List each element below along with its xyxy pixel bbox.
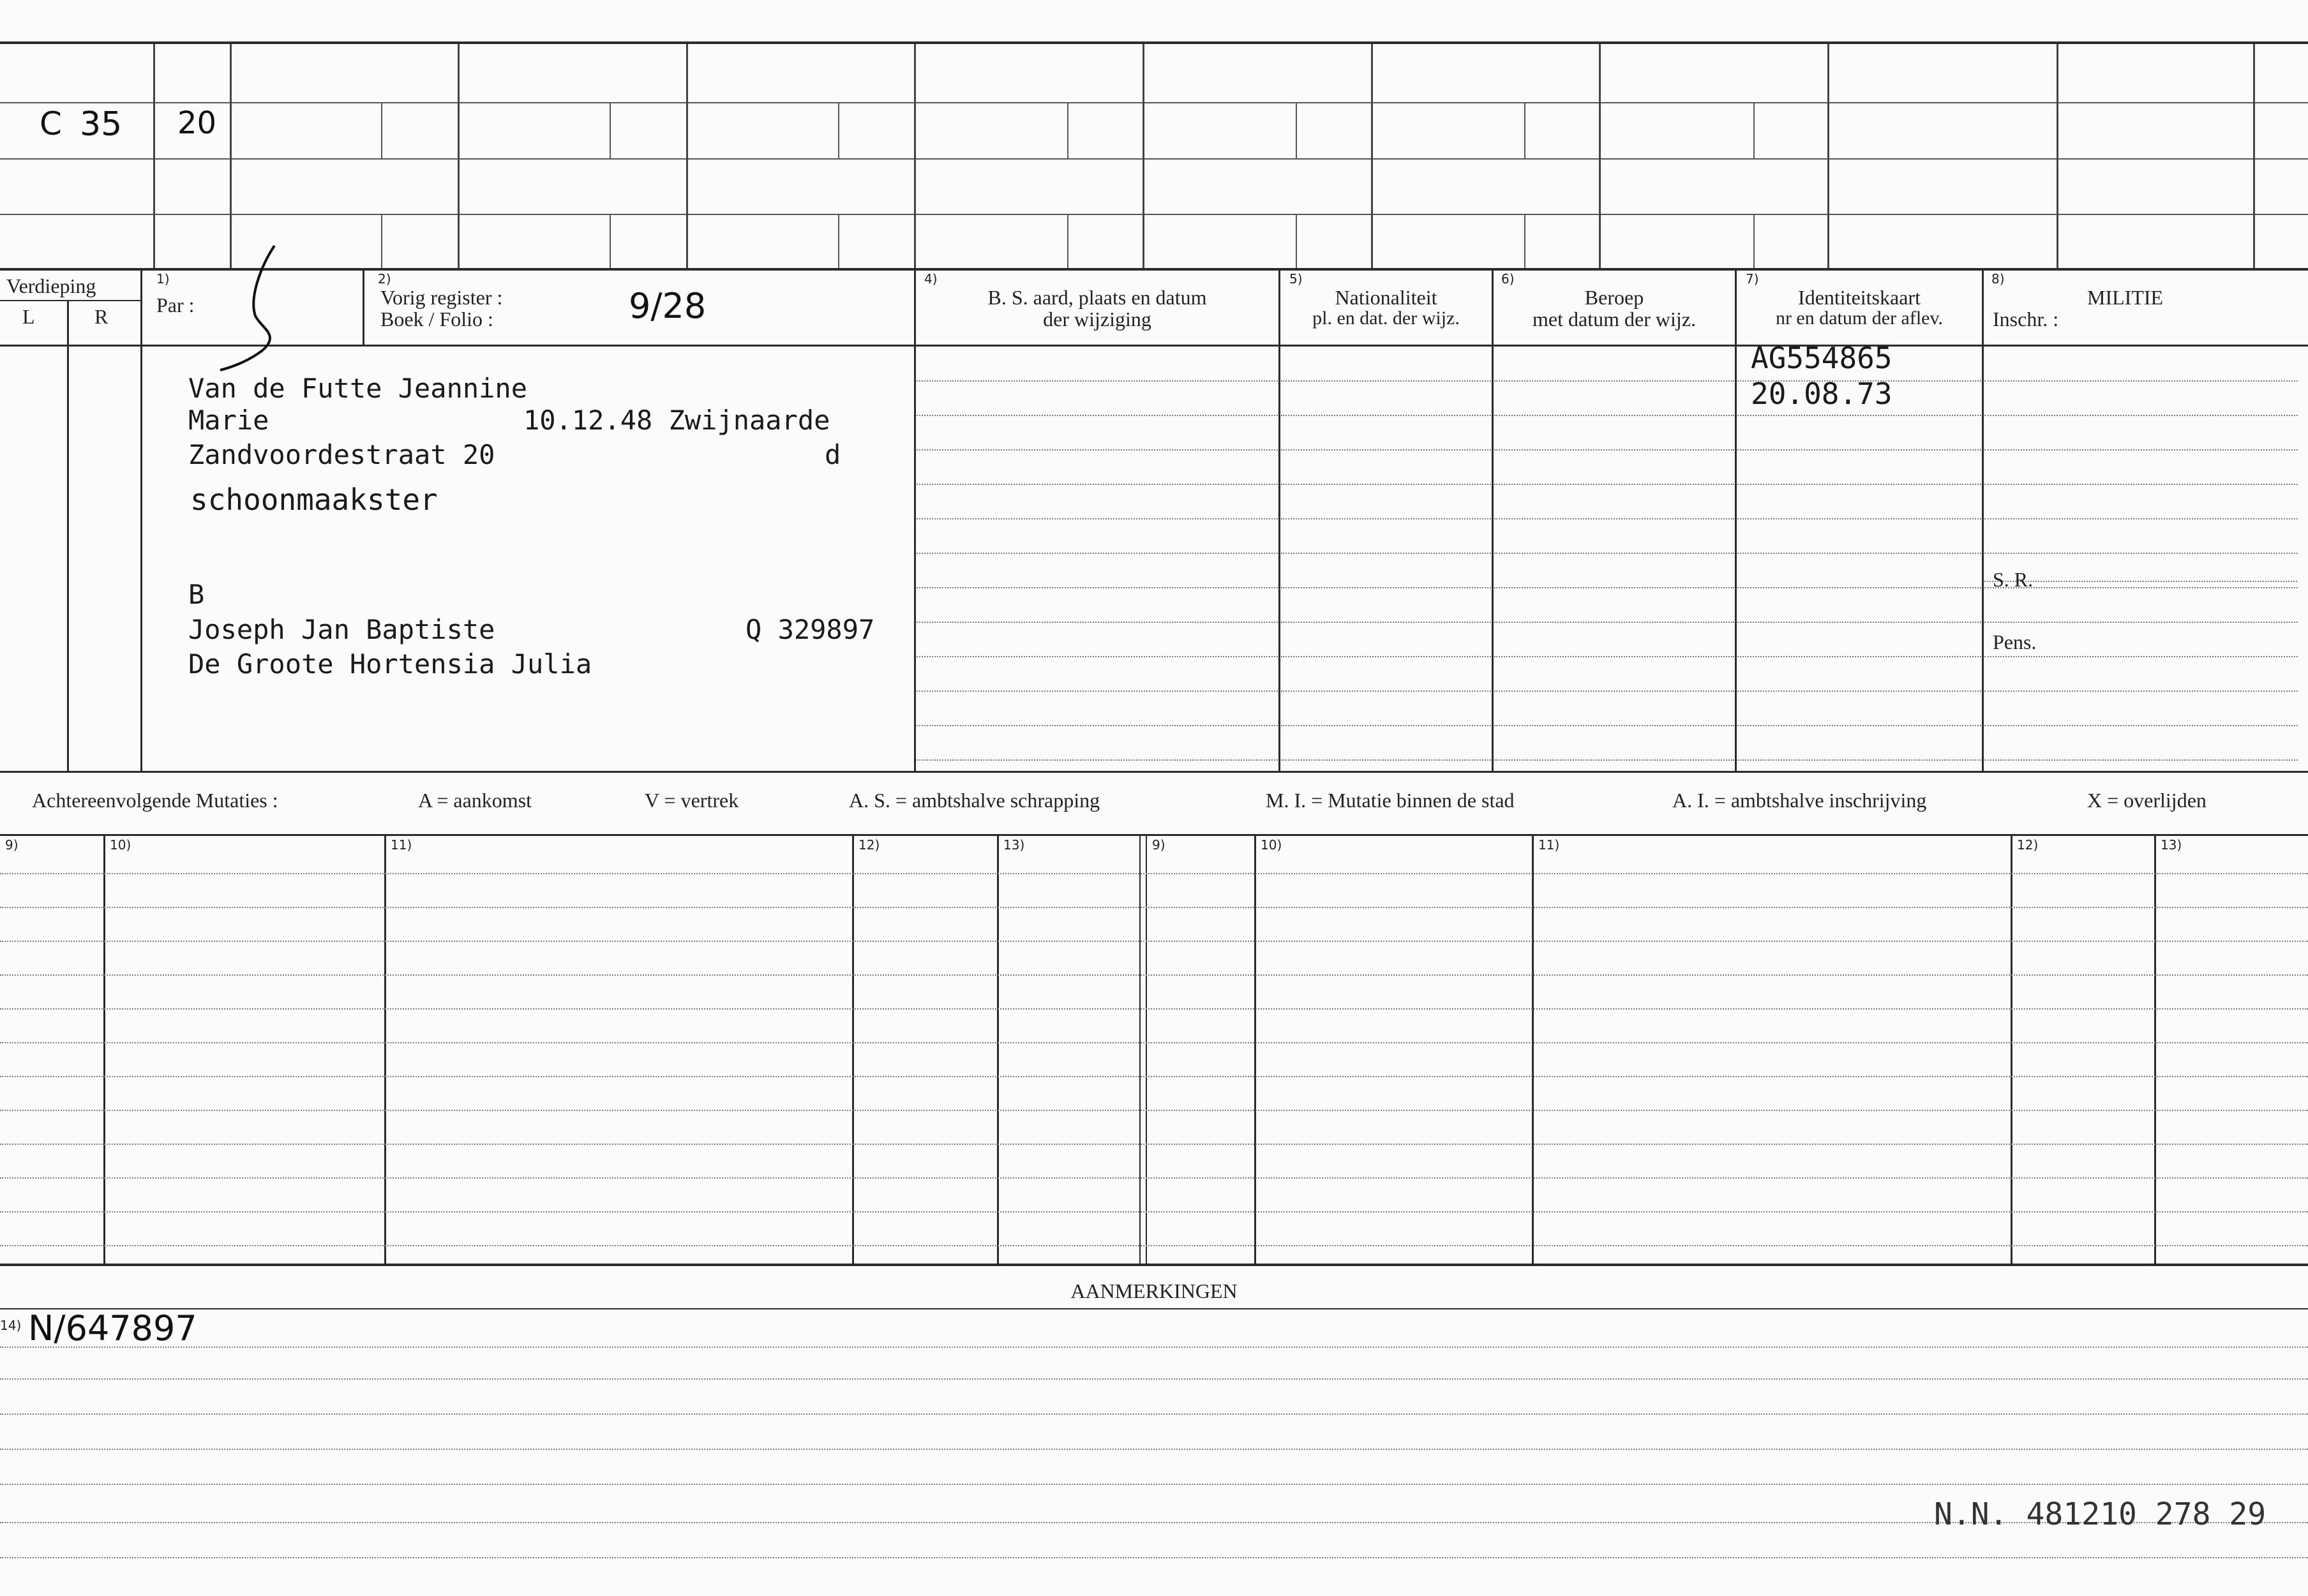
mutaties-column-rule xyxy=(1532,836,1534,1264)
dotted-rule xyxy=(1281,449,1491,451)
mutaties-column-number: 11) xyxy=(1538,837,1560,853)
dotted-rule xyxy=(1737,484,1981,485)
mutaties-column-number: 10) xyxy=(1261,837,1282,853)
mutaties-column-rule xyxy=(2154,836,2156,1264)
legend-overlijden: X = overlijden xyxy=(2087,789,2207,812)
dotted-rule xyxy=(1281,622,1491,623)
remark-value: N/647897 xyxy=(28,1308,197,1348)
top-grid-rule xyxy=(2253,44,2255,268)
dotted-rule xyxy=(1281,484,1491,485)
remark-line xyxy=(0,1484,2308,1485)
top-grid-subrule xyxy=(1067,214,1068,268)
legend-inschrijving: A. I. = ambtshalve inschrijving xyxy=(1672,789,1927,812)
top-grid-subrule xyxy=(610,102,611,158)
dotted-rule xyxy=(1737,759,1981,761)
legend-mutatie: M. I. = Mutatie binnen de stad xyxy=(1266,789,1515,812)
top-grid-subrule xyxy=(1753,214,1755,268)
person-firstname: Marie xyxy=(188,405,269,436)
mutaties-column-rule xyxy=(384,836,386,1264)
top-grid-line xyxy=(0,158,2308,160)
dotted-rule xyxy=(1494,518,1734,519)
verdieping-underline xyxy=(0,300,140,301)
person-b-marker: B xyxy=(188,579,205,610)
sr-label: S. R. xyxy=(1993,568,2034,591)
dotted-rule xyxy=(1737,415,1981,416)
legend-aankomst: A = aankomst xyxy=(418,789,532,812)
bs-label: B. S. aard, plaats en datum xyxy=(987,286,1207,309)
top-grid-rule xyxy=(153,44,155,268)
dotted-rule xyxy=(1984,518,2298,519)
dotted-rule xyxy=(1494,759,1734,761)
dotted-rule xyxy=(1737,656,1981,657)
dotted-rule xyxy=(1984,553,2298,554)
aanmerkingen-rule xyxy=(0,1308,2308,1309)
dotted-rule xyxy=(1494,484,1734,485)
level-r-label: R xyxy=(94,305,109,328)
dotted-rule xyxy=(917,518,1278,519)
dotted-rule xyxy=(917,656,1278,657)
mutaties-row-rule xyxy=(0,1177,2308,1179)
top-grid-subrule xyxy=(838,102,839,158)
mutaties-grid-top xyxy=(0,834,2308,836)
dotted-rule xyxy=(917,484,1278,485)
remark-line xyxy=(0,1449,2308,1450)
dotted-rule xyxy=(1984,759,2298,761)
col1-number: 1) xyxy=(156,271,170,287)
identiteitskaart-label: Identiteitskaart xyxy=(1798,286,1921,309)
person-status: d xyxy=(825,439,841,470)
top-grid-subrule xyxy=(610,214,611,268)
dotted-rule xyxy=(1494,622,1734,623)
dotted-rule xyxy=(1984,484,2298,485)
legend-vertrek: V = vertrek xyxy=(645,789,739,812)
dotted-rule xyxy=(1281,587,1491,588)
top-grid-subrule xyxy=(1067,102,1068,158)
mutaties-column-rule xyxy=(1254,836,1256,1264)
dotted-rule xyxy=(1281,415,1491,416)
dotted-rule xyxy=(1984,690,2298,692)
mutaties-grid-bottom xyxy=(0,1264,2308,1266)
mutaties-row-rule xyxy=(0,1110,2308,1111)
mutaties-column-rule xyxy=(103,836,105,1264)
dotted-rule xyxy=(917,725,1278,726)
identiteitskaart-sublabel: nr en datum der aflev. xyxy=(1775,308,1944,329)
header-top-border xyxy=(0,268,2308,271)
rule-col2 xyxy=(363,271,364,346)
mutaties-column-number: 10) xyxy=(110,837,131,853)
dotted-rule xyxy=(917,449,1278,451)
rule-lr xyxy=(67,300,69,771)
dotted-rule xyxy=(1984,415,2298,416)
dotted-rule xyxy=(1281,725,1491,726)
top-grid-subrule xyxy=(1296,214,1297,268)
top-grid-line xyxy=(0,214,2308,215)
mutaties-column-rule xyxy=(997,836,999,1264)
dotted-rule xyxy=(1737,622,1981,623)
mutaties-column-number: 12) xyxy=(858,837,880,853)
mutaties-column-rule xyxy=(2011,836,2012,1264)
nationaliteit-sublabel: pl. en dat. der wijz. xyxy=(1312,308,1460,329)
col4-number: 4) xyxy=(924,271,938,287)
mutaties-row-rule xyxy=(0,1144,2308,1145)
top-grid-subrule xyxy=(1524,102,1525,158)
register-number: 35 xyxy=(80,105,123,144)
col6-number: 6) xyxy=(1501,271,1515,287)
dotted-rule xyxy=(1494,690,1734,692)
dotted-rule xyxy=(917,690,1278,692)
mutaties-column-number: 11) xyxy=(391,837,412,853)
pens-label: Pens. xyxy=(1993,630,2037,653)
mother-name: De Groote Hortensia Julia xyxy=(188,648,592,680)
mutaties-column-rule xyxy=(852,836,854,1264)
person-occupation: schoonmaakster xyxy=(190,482,438,517)
boek-folio-value: 9/28 xyxy=(629,286,707,326)
mutaties-column-number: 13) xyxy=(1003,837,1025,853)
dotted-rule xyxy=(1494,656,1734,657)
beroep-sublabel: met datum der wijz. xyxy=(1532,308,1696,331)
dotted-rule xyxy=(917,622,1278,623)
dotted-rule xyxy=(917,759,1278,761)
mutaties-row-rule xyxy=(0,1008,2308,1010)
mutaties-title: Achtereenvolgende Mutaties : xyxy=(32,789,278,812)
top-grid-rule xyxy=(1371,44,1373,268)
top-grid-line xyxy=(0,102,2308,103)
father-code: Q 329897 xyxy=(746,614,875,645)
dotted-rule xyxy=(1494,553,1734,554)
dotted-rule xyxy=(1281,380,1491,382)
dotted-rule xyxy=(1984,449,2298,451)
dotted-rule xyxy=(1281,656,1491,657)
beroep-label: Beroep xyxy=(1584,286,1644,309)
top-grid-subrule xyxy=(1296,102,1297,158)
mutaties-row-rule xyxy=(0,1211,2308,1212)
remark-line xyxy=(0,1346,2308,1348)
top-grid-rule xyxy=(230,44,232,268)
dotted-rule xyxy=(917,380,1278,382)
top-grid-rule xyxy=(1827,44,1829,268)
top-border xyxy=(0,41,2308,44)
mutaties-row-rule xyxy=(0,974,2308,976)
mutaties-column-number: 13) xyxy=(2161,837,2182,853)
militie-label: MILITIE xyxy=(2087,286,2164,309)
top-grid-rule xyxy=(686,44,688,268)
top-grid-rule xyxy=(914,44,916,268)
top-grid-rule xyxy=(1143,44,1144,268)
dotted-rule xyxy=(1494,380,1734,382)
mutaties-row-rule xyxy=(0,1076,2308,1077)
dotted-rule xyxy=(917,415,1278,416)
folio-number: 20 xyxy=(177,105,217,141)
national-number: N.N. 481210 278 29 xyxy=(1934,1496,2267,1532)
dotted-rule xyxy=(917,553,1278,554)
dotted-rule xyxy=(1494,415,1734,416)
remark-number: 14) xyxy=(0,1318,22,1333)
dotted-rule xyxy=(1984,380,2298,382)
mutaties-column-number: 9) xyxy=(5,837,19,853)
col5-number: 5) xyxy=(1289,271,1303,287)
aanmerkingen-title: AANMERKINGEN xyxy=(1070,1279,1238,1302)
dotted-rule xyxy=(1984,622,2298,623)
par-label: Par : xyxy=(156,294,195,317)
idcard-date: 20.08.73 xyxy=(1751,377,1892,411)
dotted-rule xyxy=(1494,449,1734,451)
remark-line xyxy=(0,1413,2308,1415)
dotted-rule xyxy=(1737,553,1981,554)
mutaties-column-number: 9) xyxy=(1152,837,1165,853)
dotted-rule xyxy=(1281,690,1491,692)
top-grid-subrule xyxy=(381,102,382,158)
mutaties-column-number: 12) xyxy=(2017,837,2039,853)
legend-schrapping: A. S. = ambtshalve schrapping xyxy=(849,789,1100,812)
mutaties-row-rule xyxy=(0,907,2308,908)
col8-number: 8) xyxy=(1991,271,2005,287)
dotted-rule xyxy=(1737,690,1981,692)
dotted-rule xyxy=(1737,725,1981,726)
dotted-rule xyxy=(917,587,1278,588)
bs-sublabel: der wijziging xyxy=(1043,308,1151,331)
remark-line xyxy=(0,1378,2308,1380)
verdieping-label: Verdieping xyxy=(6,274,96,297)
dotted-rule xyxy=(1737,449,1981,451)
mutaties-column-rule xyxy=(1146,836,1147,1264)
par-handwritten-mark xyxy=(211,239,300,380)
dotted-rule xyxy=(1494,587,1734,588)
mutaties-column-rule xyxy=(1139,836,1141,1264)
mutaties-row-rule xyxy=(0,1245,2308,1246)
level-l-label: L xyxy=(22,305,35,328)
dotted-rule xyxy=(1737,518,1981,519)
header-bottom-border xyxy=(0,345,2308,347)
dotted-rule xyxy=(1494,725,1734,726)
person-birth: 10.12.48 Zwijnaarde xyxy=(523,405,830,436)
top-grid-subrule xyxy=(381,214,382,268)
dotted-rule xyxy=(1281,518,1491,519)
col2-number: 2) xyxy=(378,271,391,287)
top-grid-subrule xyxy=(1524,214,1525,268)
person-name: Van de Futte Jeannine xyxy=(188,373,528,404)
dotted-rule xyxy=(1984,725,2298,726)
father-name: Joseph Jan Baptiste xyxy=(188,614,495,645)
person-address: Zandvoordestraat 20 xyxy=(188,439,495,470)
dotted-rule xyxy=(1984,656,2298,657)
vorig-register-label: Vorig register : xyxy=(380,286,503,309)
remark-line xyxy=(0,1557,2308,1558)
top-grid-subrule xyxy=(838,214,839,268)
top-grid-rule xyxy=(2057,44,2058,268)
idcard-number: AG554865 xyxy=(1751,341,1892,375)
nationaliteit-label: Nationaliteit xyxy=(1335,286,1437,309)
dotted-rule xyxy=(1281,553,1491,554)
top-grid-subrule xyxy=(1753,102,1755,158)
dotted-rule xyxy=(1737,587,1981,588)
boek-folio-label: Boek / Folio : xyxy=(380,308,493,331)
mutaties-row-rule xyxy=(0,941,2308,942)
dotted-rule xyxy=(1281,759,1491,761)
col7-number: 7) xyxy=(1746,271,1759,287)
mutaties-row-rule xyxy=(0,873,2308,874)
inschr-label: Inschr. : xyxy=(1993,308,2059,331)
mutaties-top-border xyxy=(0,771,2308,773)
series-letter: C xyxy=(40,105,62,142)
top-grid-rule xyxy=(458,44,460,268)
top-grid-rule xyxy=(1599,44,1601,268)
mutaties-row-rule xyxy=(0,1042,2308,1043)
